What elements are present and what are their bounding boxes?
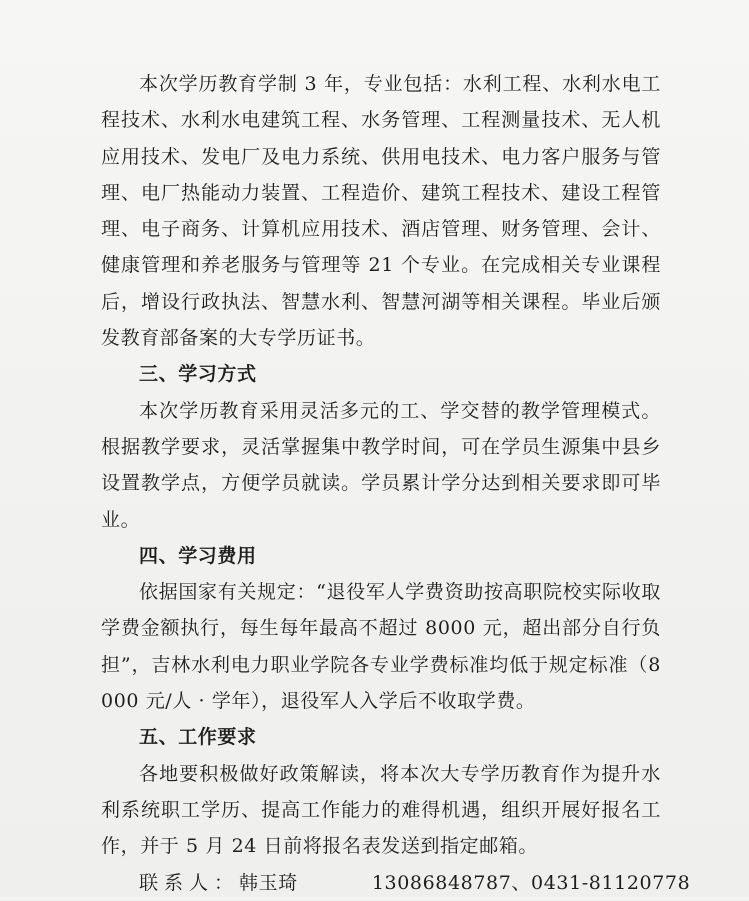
requirements-paragraph: 各地要积极做好政策解读，将本次大专学历教育作为提升水利系统职工学历、提高工作能力的难得机遇，组织开展好报名工作，并于 5 月 24 日前将报名表发送到指定邮箱。 xyxy=(101,762,661,858)
contact-line xyxy=(101,865,691,901)
majors-paragraph: 本次学历教育学制 3 年，专业包括：水利工程、水利水电工程技术、水利水电建筑工程、水务管理、工程测量技术、无人机应用技术、发电厂及电力系统、供用电技术、电力客户服务与管理、电厂热能动力装置、工程造价、建筑工程技术、建设工程管理、电子商务、计算机应用技术、酒店管理、财务管理、会计、健康管理和养老服务与管理等 21 个专业。在完成相关专业课程后，增设行政执法、智慧水利、智慧河湖等相关课程。毕业后颁发教育部备案的大专学历证书。 xyxy=(101,73,661,350)
heading-fees: 四、学习费用 xyxy=(139,544,257,567)
fees-paragraph: 依据国家有关规定：“退役军人学费资助按高职院校实际收取学费金额执行，每生每年最高不超过 8000 元，超出部分自行负担”，吉林水利电力职业学院各专业学费标准均低于规定标准（8000 元/人 · 学年），退役军人入学后不收取学费。 xyxy=(101,581,661,713)
contact-phones: 13086848787、0431-81120778 xyxy=(371,871,691,894)
study-method-paragraph: 本次学历教育采用灵活多元的工、学交替的教学管理模式。根据教学要求，灵活掌握集中教学时间，可在学员生源集中县乡设置教学点，方便学员就读。学员累计学分达到相关要求即可毕业。 xyxy=(101,399,661,531)
heading-requirements: 五、工作要求 xyxy=(139,726,257,749)
heading-study-method: 三、学习方式 xyxy=(139,363,257,386)
document-body xyxy=(101,66,691,901)
contact-label: 联系人： xyxy=(139,871,240,894)
contact-name: 韩玉琦 xyxy=(239,871,298,894)
